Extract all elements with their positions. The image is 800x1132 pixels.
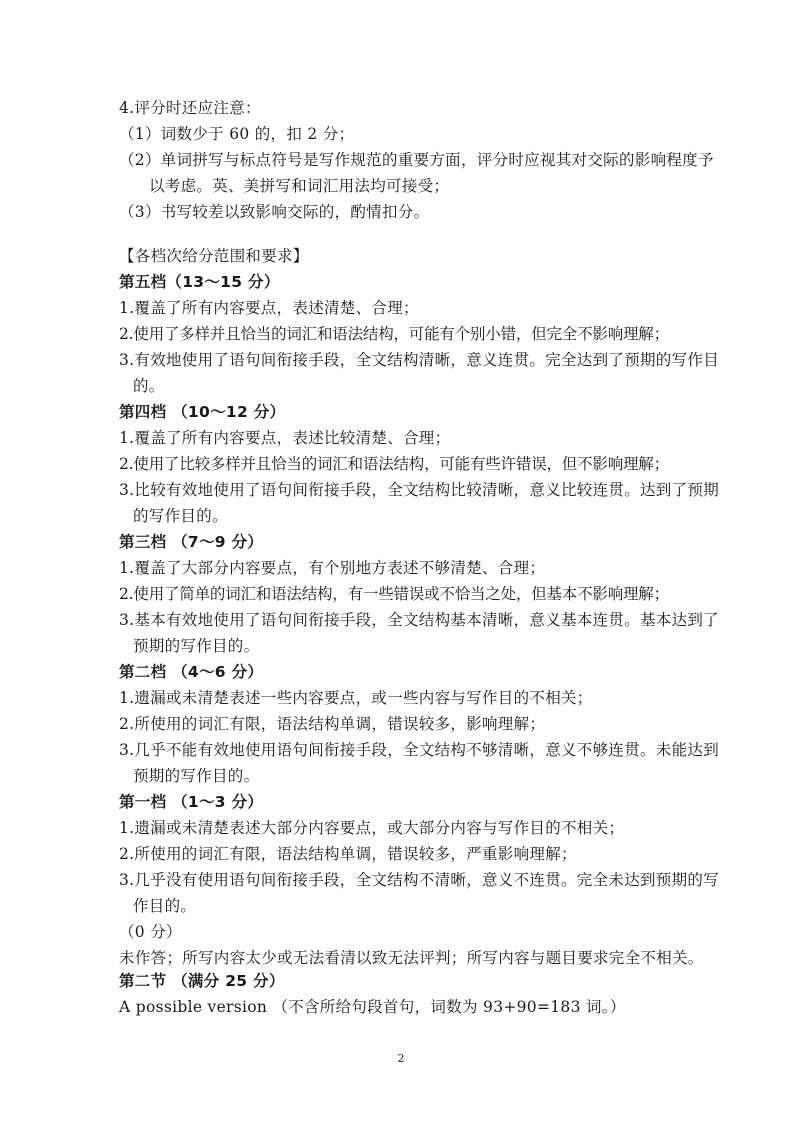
- grade-5-criterion-1: 1.覆盖了所有内容要点，表述清楚、合理；: [119, 299, 419, 317]
- grade-4-criterion-1: 1.覆盖了所有内容要点，表述比较清楚、合理；: [119, 429, 451, 447]
- grade-2-criterion-2: 2.所使用的词汇有限，语法结构单调，错误较多，影响理解；: [119, 715, 546, 733]
- page-number: 2: [397, 1052, 405, 1065]
- scoring-notes: [119, 95, 729, 225]
- grade-3-criterion-2: 2.使用了简单的词汇和语法结构，有一些错误或不恰当之处，但基本不影响理解；: [119, 585, 669, 603]
- grade-5-criterion-2: 2.使用了多样并且恰当的词汇和语法结构，可能有个别小错，但完全不影响理解；: [119, 325, 669, 343]
- grade-1-criterion-3: 3.几乎没有使用语句间衔接手段，全文结构不清晰，意义不连贯。完全未达到预期的写作目的。: [119, 871, 719, 915]
- grade-2-criterion-1: 1.遗漏或未清楚表述一些内容要点，或一些内容与写作目的不相关；: [119, 689, 593, 707]
- section-two: [119, 968, 729, 1020]
- grade-3-title: 第三档 （7～9 分）: [119, 533, 264, 551]
- grade-3-criterion-1: 1.覆盖了大部分内容要点，有个别地方表述不够清楚、合理；: [119, 559, 546, 577]
- notes-item-1: （1）词数少于 60 的，扣 2 分；: [119, 125, 355, 143]
- grade-4-criterion-3: 3.比较有效地使用了语句间衔接手段，全文结构比较清晰，意义比较连贯。达到了预期的写作目的。: [119, 481, 719, 525]
- notes-heading: 4.评分时还应注意：: [119, 99, 261, 117]
- notes-item-3: （3）书写较差以致影响交际的，酌情扣分。: [119, 203, 430, 221]
- section-two-title: 第二节 （满分 25 分）: [119, 972, 285, 990]
- grade-4-title: 第四档 （10～12 分）: [119, 403, 286, 421]
- grade-4-criterion-2: 2.使用了比较多样并且恰当的词汇和语法结构，可能有些许错误，但不影响理解；: [119, 455, 669, 473]
- grade-5-criterion-3: 3.有效地使用了语句间衔接手段，全文结构清晰，意义连贯。完全达到了预期的写作目的。: [119, 351, 719, 395]
- grade-5-title: 第五档（13～15 分）: [119, 273, 280, 291]
- grade-3-criterion-3: 3.基本有效地使用了语句间衔接手段，全文结构基本清晰，意义基本连贯。基本达到了预期的写作目的。: [119, 611, 719, 655]
- grades-section-title: 【各档次给分范围和要求】: [119, 247, 309, 265]
- possible-version-line: A possible version （不含所给句段首句，词数为 93+90=183 词。）: [119, 998, 626, 1016]
- grade-1-criterion-2: 2.所使用的词汇有限，语法结构单调，错误较多，严重影响理解；: [119, 845, 577, 863]
- grade-1-title: 第一档 （1～3 分）: [119, 793, 264, 811]
- grade-0-criterion: 未作答；所写内容太少或无法看清以致无法评判；所写内容与题目要求完全不相关。: [119, 949, 704, 967]
- grade-2-title: 第二档 （4～6 分）: [119, 663, 264, 681]
- notes-item-2: （2）单词拼写与标点符号是写作规范的重要方面，评分时应视其对交际的影响程度予以考虑。英、美拼写和词汇用法均可接受；: [119, 151, 714, 195]
- grade-0-title: （0 分）: [119, 923, 182, 941]
- grade-2-criterion-3: 3.几乎不能有效地使用语句间衔接手段，全文结构不够清晰，意义不够连贯。未能达到预期的写作目的。: [119, 741, 719, 785]
- grading-criteria: [119, 243, 729, 971]
- grade-1-criterion-1: 1.遗漏或未清楚表述大部分内容要点，或大部分内容与写作目的不相关；: [119, 819, 625, 837]
